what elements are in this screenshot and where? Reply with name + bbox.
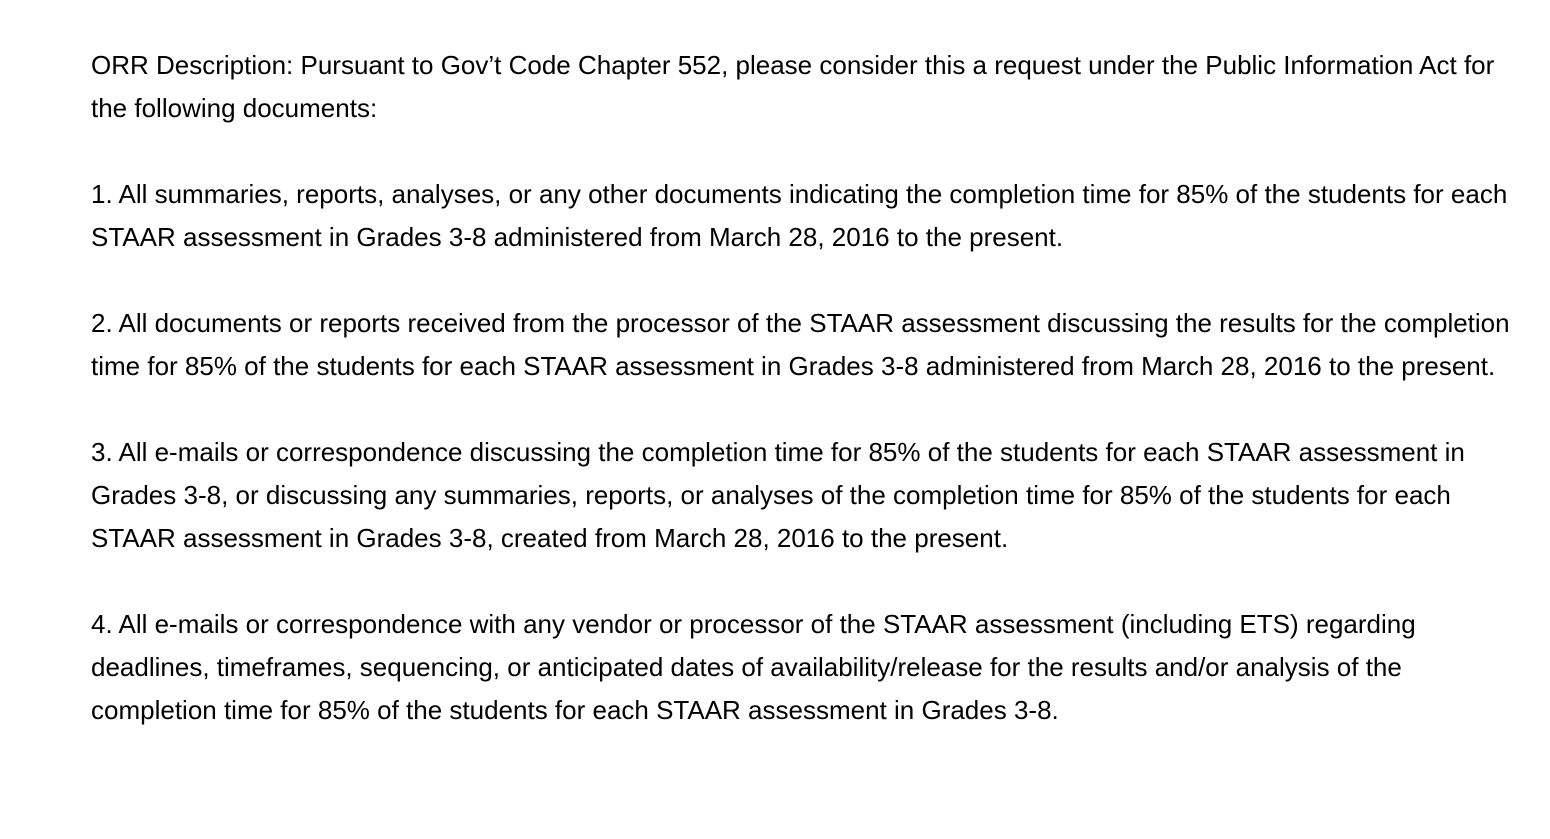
- document-body: [91, 44, 1531, 732]
- request-item-1: 1. All summaries, reports, analyses, or any other documents indicating the completion time for 85% of the students for each STAAR assessment in Grades 3-8 administered from March 28, 2016 to the present.: [91, 179, 1508, 252]
- orr-description-paragraph: ORR Description: Pursuant to Gov’t Code Chapter 552, please consider this a request under the Public Information Act for the following documents:: [91, 50, 1495, 123]
- request-item-4: 4. All e-mails or correspondence with any vendor or processor of the STAAR assessment (including ETS) regarding deadlines, timeframes, sequencing, or anticipated dates of availability/release for the results and/or analysis of the completion time for 85% of the students for each STAAR assessment in Grades 3-8.: [91, 609, 1416, 725]
- request-item-3: 3. All e-mails or correspondence discussing the completion time for 85% of the students for each STAAR assessment in Grades 3-8, or discussing any summaries, reports, or analyses of the completion time for 85% of the students for each STAAR assessment in Grades 3-8, created from March 28, 2016 to the present.: [91, 437, 1465, 553]
- request-item-2: 2. All documents or reports received from the processor of the STAAR assessment discussing the results for the completion time for 85% of the students for each STAAR assessment in Grades 3-8 administered from March 28, 2016 to the present.: [91, 308, 1510, 381]
